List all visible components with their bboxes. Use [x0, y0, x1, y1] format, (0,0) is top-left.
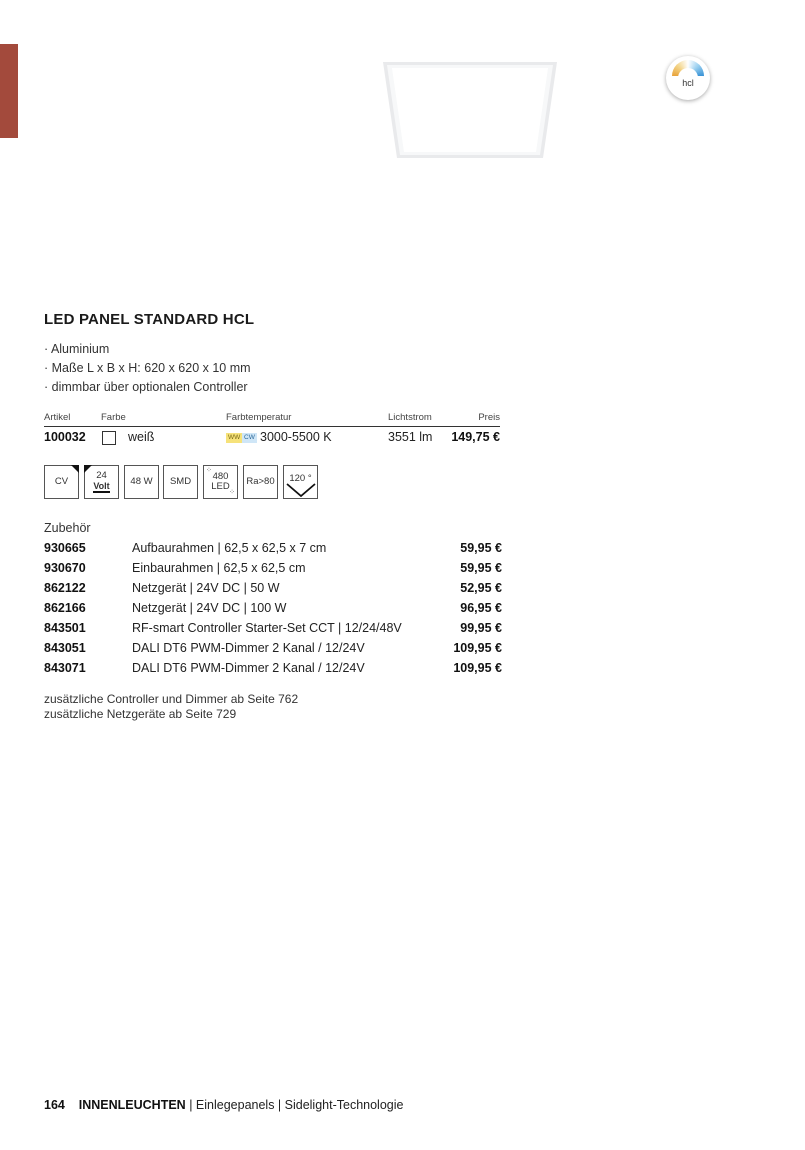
accessory-desc: DALI DT6 PWM-Dimmer 2 Kanal / 12/24V	[132, 661, 365, 675]
accessory-desc: RF-smart Controller Starter-Set CCT | 12/24/48V	[132, 621, 402, 635]
watt-label: 48 W	[130, 476, 153, 487]
note-power-supply: zusätzliche Netzgeräte ab Seite 729	[44, 707, 237, 721]
led-count-label: LED	[211, 481, 230, 492]
accessory-code: 862166	[44, 601, 86, 615]
accessory-price: 59,95 €	[460, 541, 502, 555]
accessory-price: 99,95 €	[460, 621, 502, 635]
product-title: LED PANEL STANDARD HCL	[44, 311, 255, 328]
page-number: 164	[44, 1098, 65, 1112]
accessory-code: 843071	[44, 661, 86, 675]
accessory-price: 109,95 €	[453, 661, 502, 675]
header-farbe: Farbe	[101, 412, 126, 423]
accessory-price: 96,95 €	[460, 601, 502, 615]
accessory-desc: Einbaurahmen | 62,5 x 62,5 cm	[132, 561, 306, 575]
row-lichtstrom: 3551 lm	[388, 430, 433, 444]
cv-label: CV	[54, 476, 69, 487]
footer-subsection: | Einlegepanels | Sidelight-Technologie	[185, 1098, 404, 1112]
ww-tag: WW	[228, 434, 241, 441]
cw-tag: CW	[244, 434, 255, 441]
list-item	[44, 621, 502, 641]
accessory-price: 109,95 €	[453, 641, 502, 655]
row-preis: 149,75 €	[451, 430, 500, 444]
note-controller: zusätzliche Controller und Dimmer ab Seite 762	[44, 692, 299, 706]
beam-angle-label: 120 °	[289, 473, 312, 484]
row-artikel: 100032	[44, 430, 86, 444]
notes	[44, 692, 298, 722]
led-panel-image	[383, 62, 557, 158]
header-lichtstrom: Lichtstrom	[388, 412, 432, 423]
volt-label: Volt	[93, 481, 110, 491]
accessory-price: 59,95 €	[460, 561, 502, 575]
accessory-desc: Netzgerät | 24V DC | 50 W	[132, 581, 280, 595]
accessory-code: 862122	[44, 581, 86, 595]
ra-label: Ra>80	[246, 476, 275, 487]
color-swatch-white	[102, 431, 116, 445]
volt-value: 24	[96, 470, 107, 481]
header-preis: Preis	[478, 412, 500, 423]
feature-list	[44, 340, 251, 397]
accessory-code: 930670	[44, 561, 86, 575]
smd-label: SMD	[169, 476, 192, 487]
header-farbtemperatur: Farbtemperatur	[226, 412, 292, 423]
led-count-value: 480	[212, 471, 229, 482]
header-artikel: Artikel	[44, 412, 71, 423]
hcl-badge-label: hcl	[682, 78, 694, 88]
cv-icon	[44, 465, 79, 499]
ra-icon	[243, 465, 278, 499]
accessories-heading: Zubehör	[44, 521, 91, 535]
footer-section: INNENLEUCHTEN	[78, 1098, 186, 1112]
accessory-price: 52,95 €	[460, 581, 502, 595]
page-footer	[44, 1098, 403, 1112]
led-count-icon	[203, 465, 238, 499]
watt-icon	[124, 465, 159, 499]
list-item	[44, 581, 502, 601]
row-farbtemperatur: 3000-5500 K	[260, 430, 332, 444]
feature-item: · dimmbar über optionalen Controller	[44, 380, 248, 394]
accessory-code: 843051	[44, 641, 86, 655]
led-dot-icon: ⁘	[206, 467, 212, 474]
smd-icon	[163, 465, 198, 499]
list-item	[44, 561, 502, 581]
hcl-badge-icon	[666, 56, 710, 100]
list-item	[44, 541, 502, 561]
volt-icon	[84, 465, 119, 499]
row-farbe: weiß	[128, 430, 155, 444]
beam-angle-icon	[283, 465, 318, 499]
led-dot-icon: ⁘	[229, 489, 235, 496]
table-divider	[44, 426, 500, 427]
feature-item: · Maße L x B x H: 620 x 620 x 10 mm	[44, 361, 251, 375]
list-item	[44, 641, 502, 661]
accessory-code: 843501	[44, 621, 86, 635]
list-item	[44, 601, 502, 621]
chapter-tab	[0, 44, 18, 138]
feature-item: · Aluminium	[44, 342, 110, 356]
list-item	[44, 661, 502, 681]
accessory-desc: Aufbaurahmen | 62,5 x 62,5 x 7 cm	[132, 541, 327, 555]
accessory-desc: Netzgerät | 24V DC | 100 W	[132, 601, 287, 615]
accessory-desc: DALI DT6 PWM-Dimmer 2 Kanal / 12/24V	[132, 641, 365, 655]
accessory-code: 930665	[44, 541, 86, 555]
